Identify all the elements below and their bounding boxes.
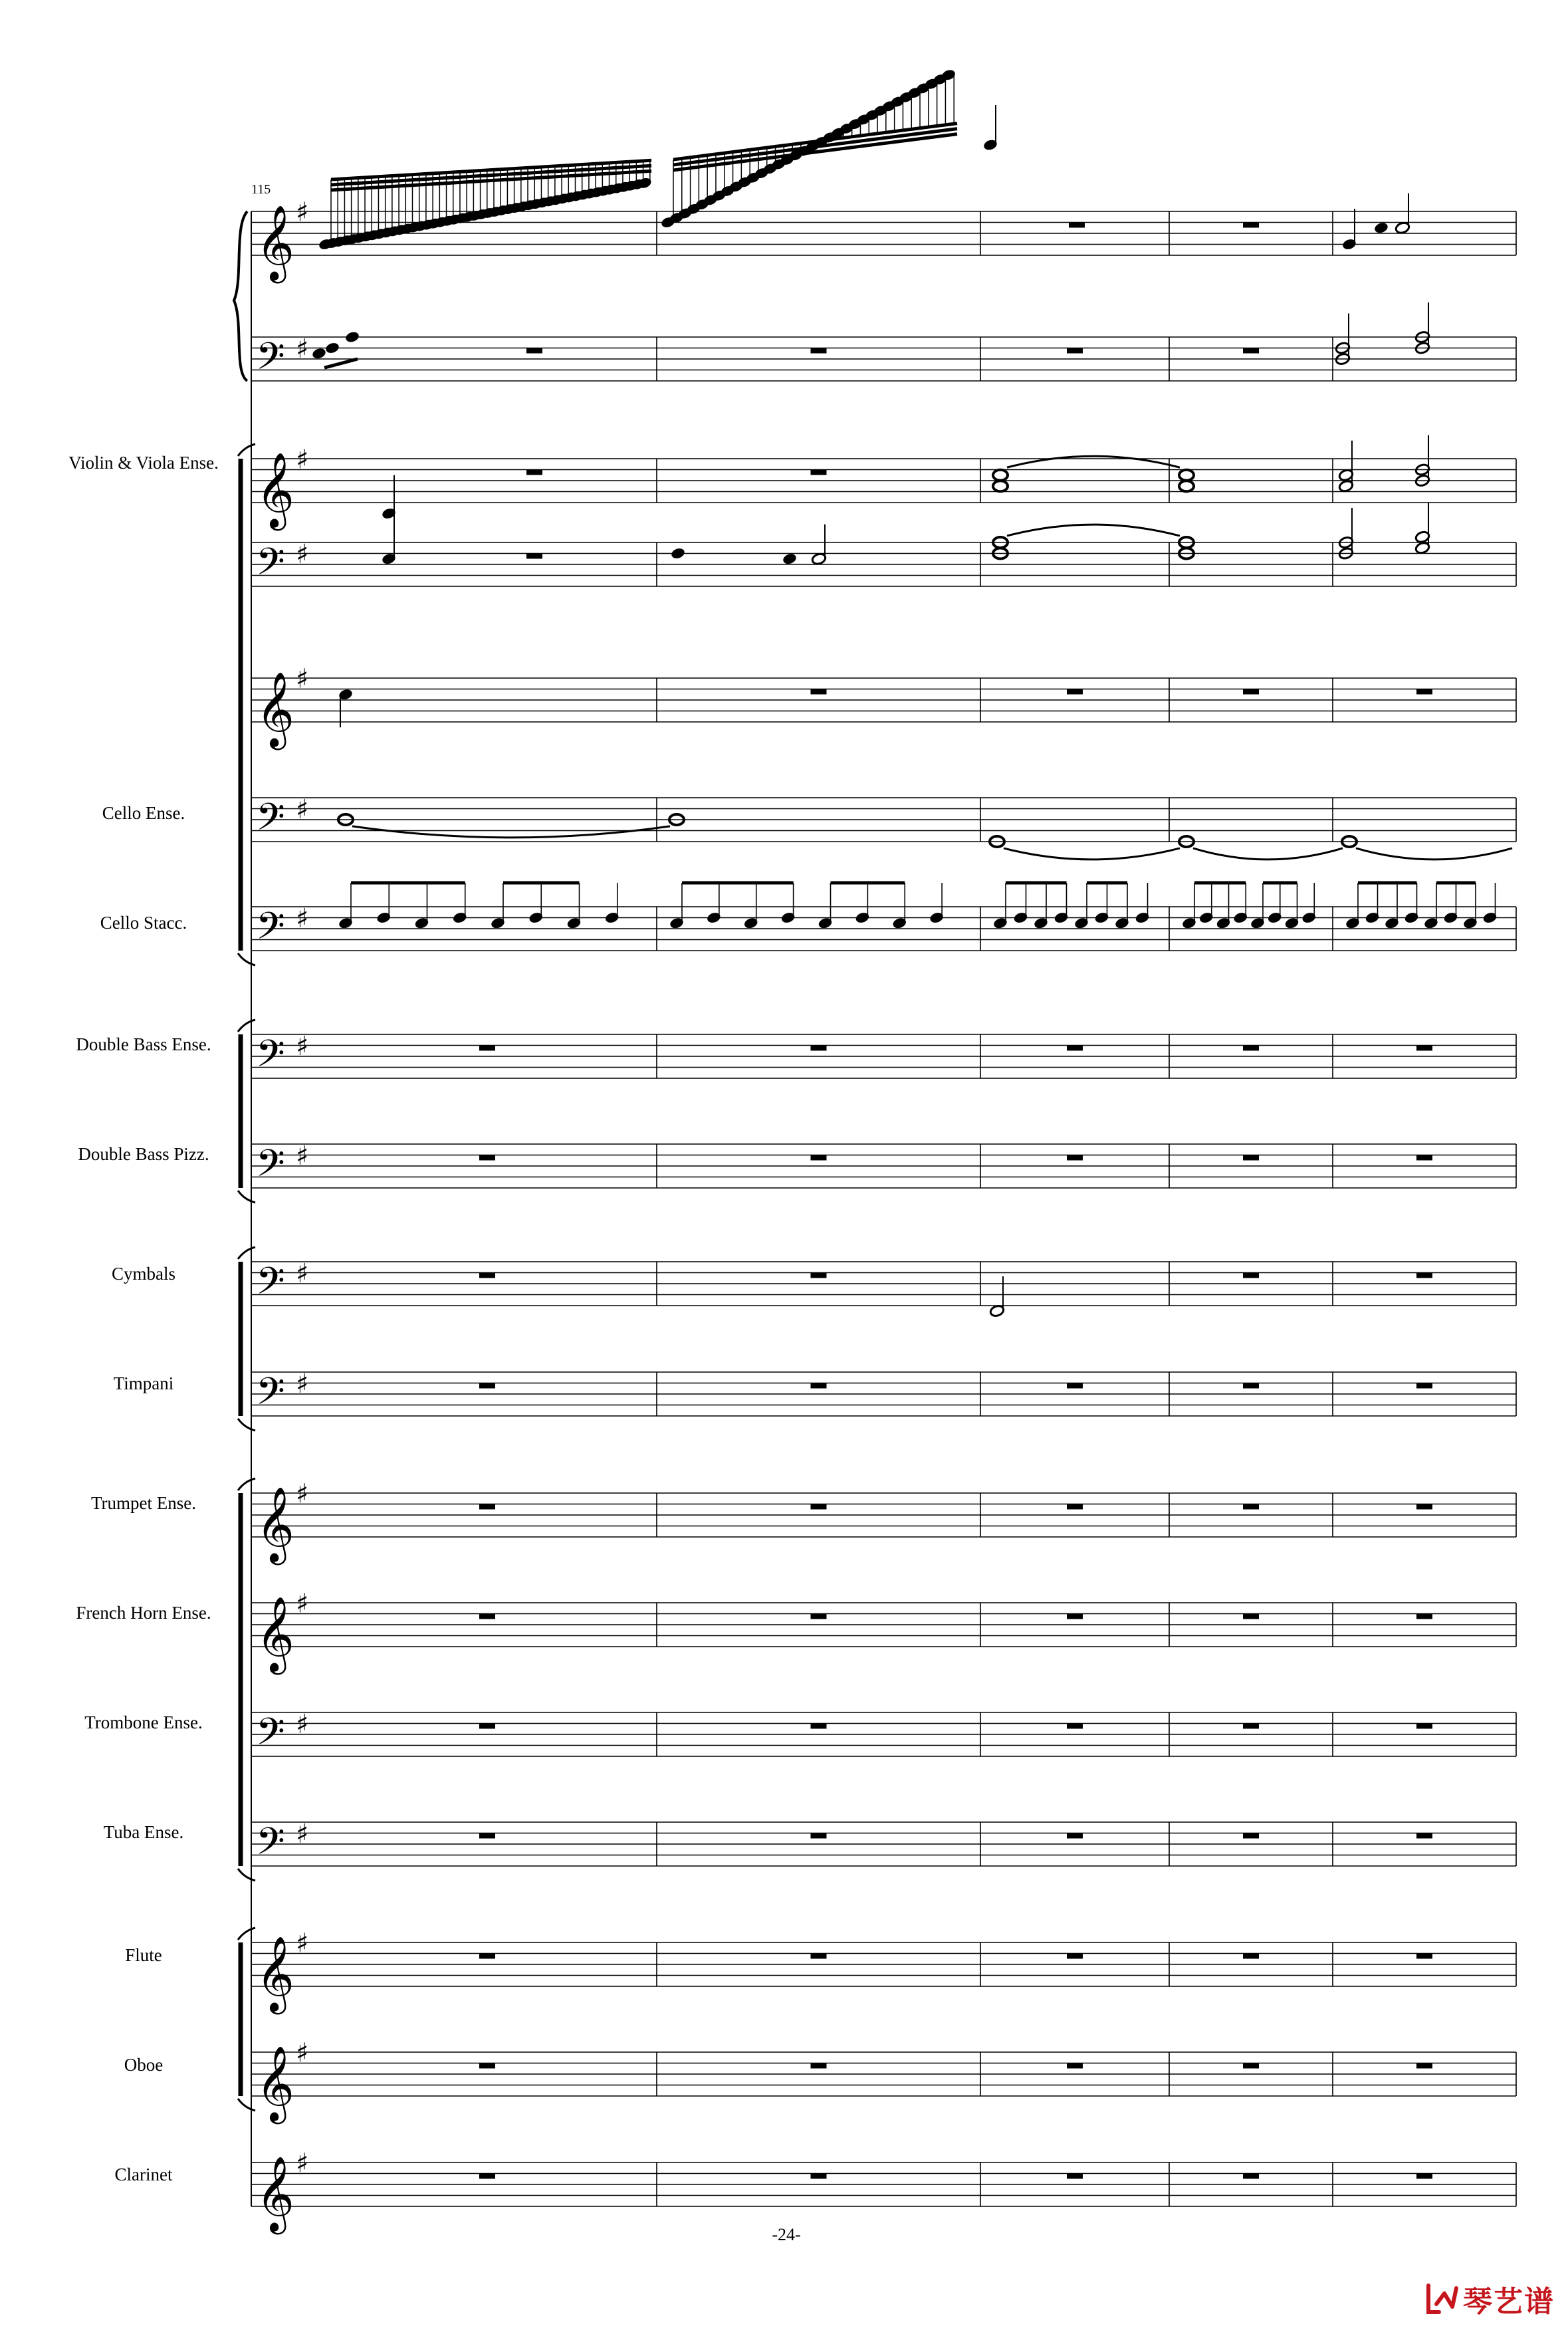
label-tuba: Tuba Ense.: [103, 1822, 184, 1842]
bass-clef-icon: 𝄢: [256, 1032, 285, 1085]
label-cello: Cello Ense.: [102, 803, 185, 823]
whole-rest-icon: [811, 1954, 827, 1959]
staff-cello: [251, 794, 1516, 848]
sharp-icon: ♯: [296, 1588, 309, 1619]
whole-rest-icon: [1067, 1504, 1083, 1510]
staff-horn: [251, 1589, 1516, 1675]
bass-clef-icon: 𝄢: [256, 1819, 285, 1873]
staff-timpani: [251, 1369, 1516, 1423]
whole-rest-icon: [1243, 1954, 1259, 1959]
beam: [324, 359, 358, 368]
percussion-bracket-bottom: [238, 1419, 255, 1431]
staff-lines: [251, 197, 1516, 2235]
note-head: [670, 547, 686, 560]
woodwind-bracket-top: [238, 1928, 255, 1940]
whole-rest-icon: [811, 1273, 827, 1278]
sharp-icon: ♯: [296, 2038, 309, 2069]
beam: [673, 129, 957, 165]
whole-rest-icon: [811, 1383, 827, 1389]
whole-rest-icon: [479, 1724, 495, 1729]
bass-bracket-bottom: [238, 1191, 255, 1203]
whole-rest-icon: [1416, 1273, 1432, 1278]
whole-rest-icon: [811, 1724, 827, 1729]
label-trombone: Trombone Ense.: [84, 1712, 203, 1732]
treble-clef-icon: 𝄞: [256, 2045, 294, 2121]
tie: [1004, 848, 1180, 860]
whole-rest-icon: [1243, 1724, 1259, 1729]
label-db-ense: Double Bass Ense.: [76, 1034, 211, 1054]
label-trumpet: Trumpet Ense.: [90, 1493, 197, 1513]
whole-rest-icon: [1243, 1046, 1259, 1051]
treble-clef-icon: 𝄞: [256, 1596, 294, 1672]
label-timpani: Timpani: [113, 1373, 174, 1393]
staff-vv-upper: [251, 445, 1516, 531]
note-head: [324, 342, 340, 355]
whole-rest-icon: [1243, 223, 1259, 228]
whole-rest-icon: [1416, 1833, 1432, 1839]
whole-rest-icon: [1243, 1833, 1259, 1839]
whole-note: [1179, 481, 1194, 491]
strings-bracket-bottom: [238, 953, 255, 965]
whole-rest-icon: [1067, 1724, 1083, 1729]
whole-rest-icon: [1416, 1724, 1432, 1729]
sharp-icon: ♯: [296, 1258, 309, 1290]
whole-rest-icon: [479, 1383, 495, 1389]
bass-clef-icon: 𝄢: [256, 904, 285, 957]
note-head: [311, 347, 327, 360]
whole-rest-icon: [1416, 2174, 1432, 2179]
staff-cello-stacc: [251, 903, 1516, 957]
tie: [1007, 525, 1180, 536]
whole-rest-icon: [1067, 1383, 1083, 1389]
bass-clef-icon: 𝄢: [256, 795, 285, 848]
tie: [1356, 848, 1512, 860]
sharp-icon: ♯: [296, 539, 309, 570]
half-rest-icon: [526, 470, 542, 475]
whole-rest-icon: [479, 1954, 495, 1959]
label-oboe: Oboe: [124, 2055, 164, 2075]
whole-rest-icon: [811, 470, 827, 475]
tie: [1007, 456, 1180, 467]
label-flute: Flute: [125, 1945, 162, 1965]
bass-clef-icon: 𝄢: [256, 334, 285, 388]
whole-rest-icon: [1243, 2174, 1259, 2179]
whole-rest-icon: [811, 1155, 827, 1161]
whole-rest-icon: [479, 1046, 495, 1051]
whole-rest-icon: [1243, 1155, 1259, 1161]
brand-name: 琴艺谱: [1463, 2285, 1555, 2319]
whole-rest-icon: [1243, 1614, 1259, 1619]
whole-rest-icon: [479, 1833, 495, 1839]
tie: [352, 826, 670, 838]
staff-trumpet: [251, 1479, 1516, 1566]
bass-clef-icon: 𝄢: [256, 540, 285, 593]
staff-clarinet: [251, 2149, 1516, 2235]
whole-rest-icon: [1067, 1155, 1083, 1161]
whole-rest-icon: [1243, 1504, 1259, 1510]
treble-clef-icon: 𝄞: [256, 1936, 294, 2012]
staff-db-ense: [251, 1031, 1516, 1085]
whole-rest-icon: [1067, 1614, 1083, 1619]
staff-trombone: [251, 1709, 1516, 1763]
whole-rest-icon: [811, 1046, 827, 1051]
beam: [673, 134, 957, 170]
whole-rest-icon: [1067, 1046, 1083, 1051]
instrument-labels: [68, 453, 219, 2184]
bass-clef-icon: 𝄢: [256, 1369, 285, 1423]
sharp-icon: ♯: [296, 1141, 309, 1172]
label-db-pizz: Double Bass Pizz.: [78, 1144, 209, 1164]
logo-icon: [1424, 2281, 1459, 2316]
brass-bracket-top: [238, 1478, 255, 1490]
staff-oboe: [251, 2038, 1516, 2125]
staff-cymbals: [251, 1258, 1516, 1312]
sharp-icon: ♯: [296, 1709, 309, 1740]
whole-rest-icon: [479, 1155, 495, 1161]
sharp-icon: ♯: [296, 1478, 309, 1510]
sharp-icon: ♯: [296, 794, 309, 826]
note-head: [782, 552, 798, 566]
woodwind-bracket-bottom: [238, 2099, 255, 2111]
staff-tuba: [251, 1819, 1516, 1873]
piano-brace-icon: [234, 211, 247, 381]
whole-rest-icon: [1067, 1954, 1083, 1959]
whole-rest-icon: [811, 2063, 827, 2069]
bass-clef-icon: 𝄢: [256, 1259, 285, 1312]
whole-rest-icon: [811, 1614, 827, 1619]
whole-rest-icon: [1416, 1614, 1432, 1619]
whole-rest-icon: [479, 1614, 495, 1619]
staff-vv-extra: [251, 664, 1516, 751]
whole-rest-icon: [1416, 689, 1432, 695]
percussion-bracket-top: [238, 1247, 255, 1259]
page-number: -24-: [772, 2225, 801, 2244]
whole-rest-icon: [1243, 1383, 1259, 1389]
measure-number: 115: [251, 182, 271, 197]
sharp-icon: ♯: [296, 334, 309, 365]
treble-clef-icon: 𝄞: [256, 205, 294, 281]
system-brackets: [234, 211, 255, 2206]
bass-bracket-top: [238, 1020, 255, 1032]
beam: [673, 124, 957, 160]
treble-clef-icon: 𝄞: [256, 1486, 294, 1562]
whole-rest-icon: [1416, 1504, 1432, 1510]
brand-logo: [1424, 2277, 1555, 2320]
brass-bracket-bottom: [238, 1869, 255, 1881]
whole-rest-icon: [1067, 2174, 1083, 2179]
whole-rest-icon: [1067, 2063, 1083, 2069]
whole-rest-icon: [479, 1504, 495, 1510]
note-head: [1373, 221, 1389, 235]
whole-note: [993, 470, 1008, 481]
strings-bracket-top: [238, 444, 255, 456]
note-head: [344, 330, 360, 344]
whole-rest-icon: [479, 1273, 495, 1278]
whole-rest-icon: [811, 2174, 827, 2179]
label-vv-upper: Violin & Viola Ense.: [68, 453, 219, 473]
staff-db-pizz: [251, 1141, 1516, 1195]
sharp-icon: ♯: [296, 1819, 309, 1850]
whole-rest-icon: [1416, 1383, 1432, 1389]
whole-rest-icon: [811, 1833, 827, 1839]
whole-rest-icon: [1067, 348, 1083, 354]
whole-rest-icon: [479, 2063, 495, 2069]
label-horn: French Horn Ense.: [76, 1603, 211, 1623]
whole-rest-icon: [1067, 689, 1083, 695]
whole-note: [1179, 470, 1194, 481]
label-cello-stacc: Cello Stacc.: [100, 913, 187, 933]
half-rest-icon: [526, 348, 542, 354]
treble-clef-icon: 𝄞: [256, 671, 294, 747]
whole-rest-icon: [1067, 1833, 1083, 1839]
treble-clef-icon: 𝄞: [256, 452, 294, 528]
staff-piano-rh: [251, 197, 1516, 284]
sharp-icon: ♯: [296, 1031, 309, 1062]
whole-rest-icon: [1416, 1954, 1432, 1959]
sharp-icon: ♯: [296, 197, 309, 228]
whole-rest-icon: [1243, 2063, 1259, 2069]
whole-rest-icon: [1416, 1155, 1432, 1161]
whole-rest-icon: [1243, 689, 1259, 695]
tie: [1193, 848, 1343, 860]
whole-rest-icon: [1243, 348, 1259, 354]
whole-rest-icon: [811, 1504, 827, 1510]
staff-vv-lower: [251, 539, 1516, 593]
whole-rest-icon: [1243, 1273, 1259, 1278]
whole-rest-icon: [479, 2174, 495, 2179]
whole-rest-icon: [1416, 2063, 1432, 2069]
label-clarinet: Clarinet: [114, 2164, 173, 2184]
sharp-icon: ♯: [296, 903, 309, 935]
staff-piano-lh: [251, 334, 1516, 388]
whole-note: [993, 481, 1008, 491]
half-rest-icon: [526, 554, 542, 559]
staff-flute: [251, 1928, 1516, 2015]
whole-rest-icon: [811, 348, 827, 354]
whole-rest-icon: [1416, 1046, 1432, 1051]
sharp-icon: ♯: [296, 2148, 309, 2179]
sharp-icon: ♯: [296, 1369, 309, 1400]
bass-clef-icon: 𝄢: [256, 1710, 285, 1763]
bass-clef-icon: 𝄢: [256, 1141, 285, 1195]
treble-clef-icon: 𝄞: [256, 2156, 294, 2232]
whole-rest-icon: [811, 689, 827, 695]
label-cymbals: Cymbals: [111, 1264, 176, 1284]
half-rest-icon: [1069, 223, 1085, 228]
notation: [311, 68, 1512, 2179]
sharp-icon: ♯: [296, 663, 309, 695]
sharp-icon: ♯: [296, 444, 309, 475]
sharp-icon: ♯: [296, 1928, 309, 1959]
